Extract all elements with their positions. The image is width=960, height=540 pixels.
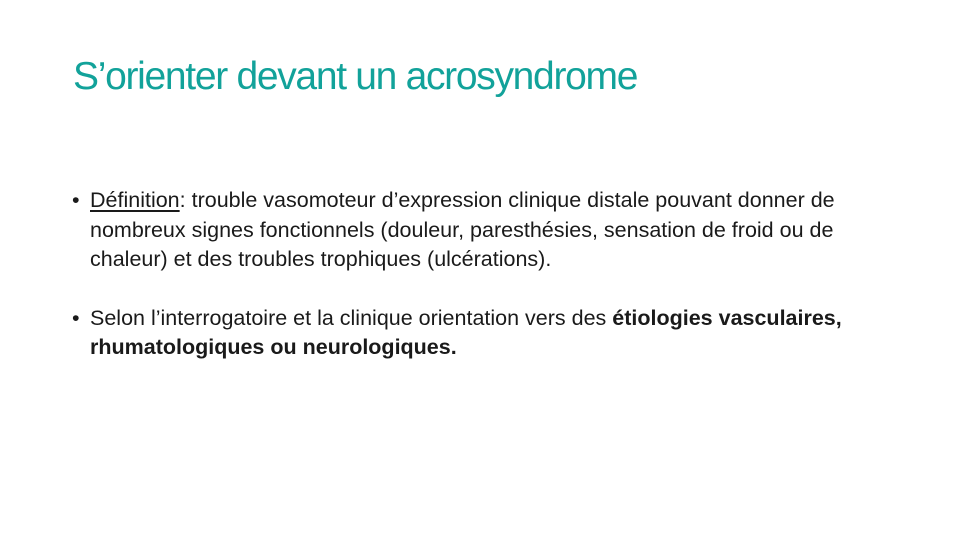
bullet-marker: • xyxy=(72,188,80,212)
orientation-text: Selon l’interrogatoire et la clinique orientation vers des xyxy=(90,305,613,330)
definition-term: Définition xyxy=(90,188,180,212)
bullet-marker: • xyxy=(72,305,80,330)
definition-text: trouble vasomoteur d’expression clinique distale pouvant donner de nombreux signes fonctionnels (douleur, paresthésies, sensation de froid ou de chaleur) et des troubles trophiques (ulcérations). xyxy=(90,188,835,271)
orientation-emphasis: étiologies vasculaires, rhumatologiques ou neurologiques. xyxy=(90,305,842,359)
bullet-definition xyxy=(72,186,882,275)
slide-title: S’orienter devant un acrosyndrome xyxy=(73,55,638,98)
bullet-orientation xyxy=(72,304,882,363)
bullet-list xyxy=(72,186,882,363)
definition-separator: : xyxy=(179,188,186,212)
